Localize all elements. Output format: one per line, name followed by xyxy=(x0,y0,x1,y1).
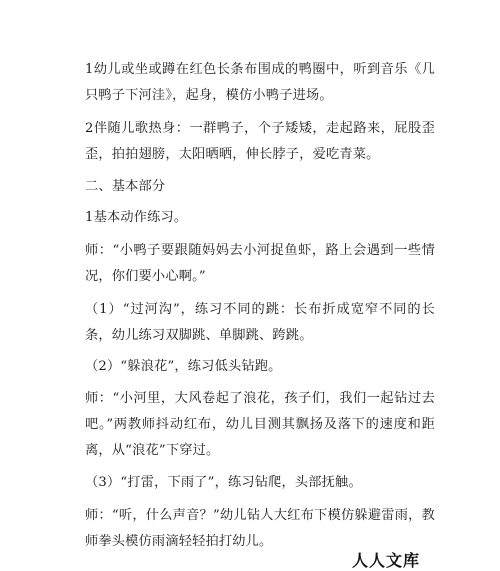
paragraph-8: （3）“打雷，下雨了”，练习钻爬，头部抚触。 xyxy=(85,475,362,490)
paragraph-5: （1）“过河沟”，练习不同的跳：长布折成宽窄不同的长条，幼儿练习双脚跳、单脚跳、跨跳。 xyxy=(85,302,435,343)
paragraph-7: 师：“小河里，大风卷起了浪花，孩子们，我们一起钻过去吧。”两教师抖动红布，幼儿目测其飘扬及落下的速度和距离，从“浪花”下穿过。 xyxy=(85,391,435,458)
paragraph-4: 师：“小鸭子要跟随妈妈去小河捉鱼虾，路上会遇到一些情况，你们要小心啊。” xyxy=(85,243,435,284)
paragraph-9: 师：“听，什么声音？”幼儿钻人大红布下模仿躲避雷雨，教师拳头模仿雨滴轻轻拍打幼儿。 xyxy=(85,508,435,549)
paragraph-2: 2伴随儿歌热身：一群鸭子，个子矮矮，走起路来，屁股歪歪，拍拍翅膀，太阳晒晒，伸长脖子，爱吃青菜。 xyxy=(85,121,435,162)
paragraph-1: 1幼儿或坐或蹲在红色长条布围成的鸭圈中，听到音乐《几只鸭子下河洼》，起身，模仿小鸭子进场。 xyxy=(85,62,435,103)
paragraph-6: （2）“躲浪花”，练习低头钻跑。 xyxy=(85,359,282,374)
paragraph-3: 1基本动作练习。 xyxy=(85,210,188,225)
section-heading-basic: 二、基本部分 xyxy=(85,179,166,194)
watermark-logo: 人人文库 xyxy=(352,551,421,570)
